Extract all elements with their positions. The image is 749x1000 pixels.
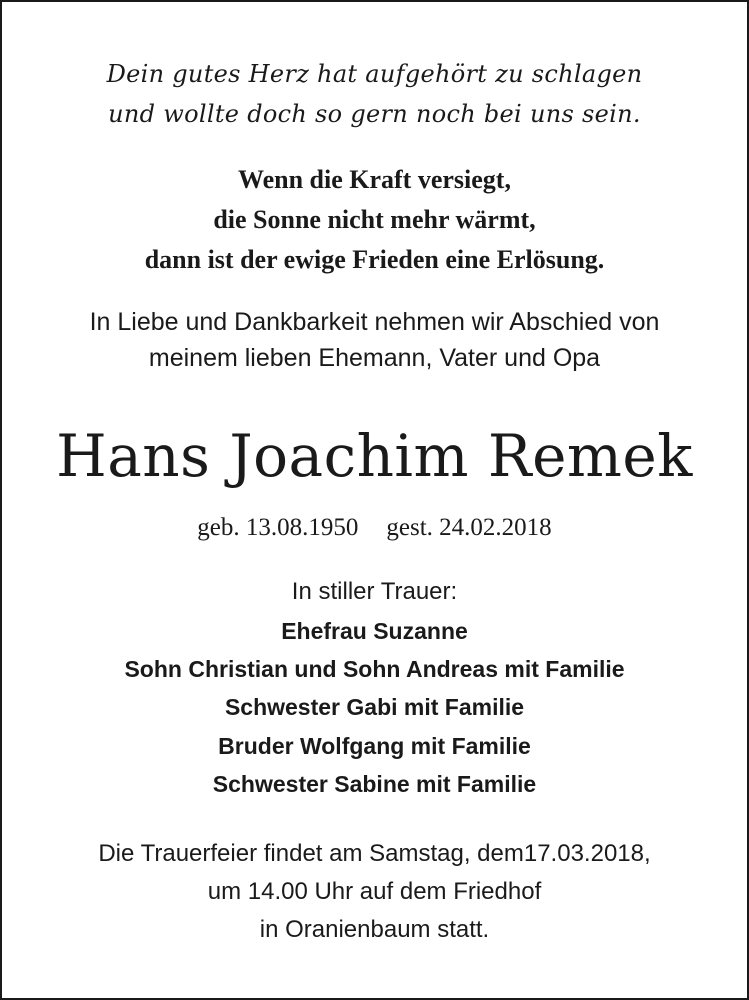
mourner-2: Sohn Christian und Sohn Andreas mit Familie: [124, 656, 625, 682]
service-line-3: in Oranienbaum statt.: [259, 916, 490, 943]
deceased-name: Hans Joachim Remek: [56, 422, 693, 490]
service-line-1: Die Trauerfeier findet am Samstag, dem17.03.2018,: [98, 840, 651, 867]
birth-date: geb. 13.08.1950: [197, 514, 359, 541]
service-line-2: um 14.00 Uhr auf dem Friedhof: [207, 878, 542, 905]
life-dates: [2, 514, 747, 542]
intro-line-2: meinem lieben Ehemann, Vater und Opa: [148, 344, 601, 372]
mourner-4: Bruder Wolfgang mit Familie: [218, 733, 531, 759]
verse-line-2: die Sonne nicht mehr wärmt,: [213, 205, 536, 234]
mourner-1: Ehefrau Suzanne: [281, 618, 468, 644]
poem-line-1: Dein gutes Herz hat aufgehört zu schlagen: [106, 60, 643, 88]
mourner-5: Schwester Sabine mit Familie: [212, 771, 537, 797]
mourners-heading: In stiller Trauer:: [291, 578, 458, 605]
intro-line-1: In Liebe und Dankbarkeit nehmen wir Abschied von: [89, 308, 660, 336]
mourner-3: Schwester Gabi mit Familie: [224, 694, 525, 720]
poem-line-2: und wollte doch so gern noch bei uns sein.: [108, 100, 641, 128]
verse-line-1: Wenn die Kraft versiegt,: [238, 165, 511, 194]
verse-line-3: dann ist der ewige Frieden eine Erlösung.: [144, 245, 605, 274]
death-date: gest. 24.02.2018: [386, 514, 552, 541]
